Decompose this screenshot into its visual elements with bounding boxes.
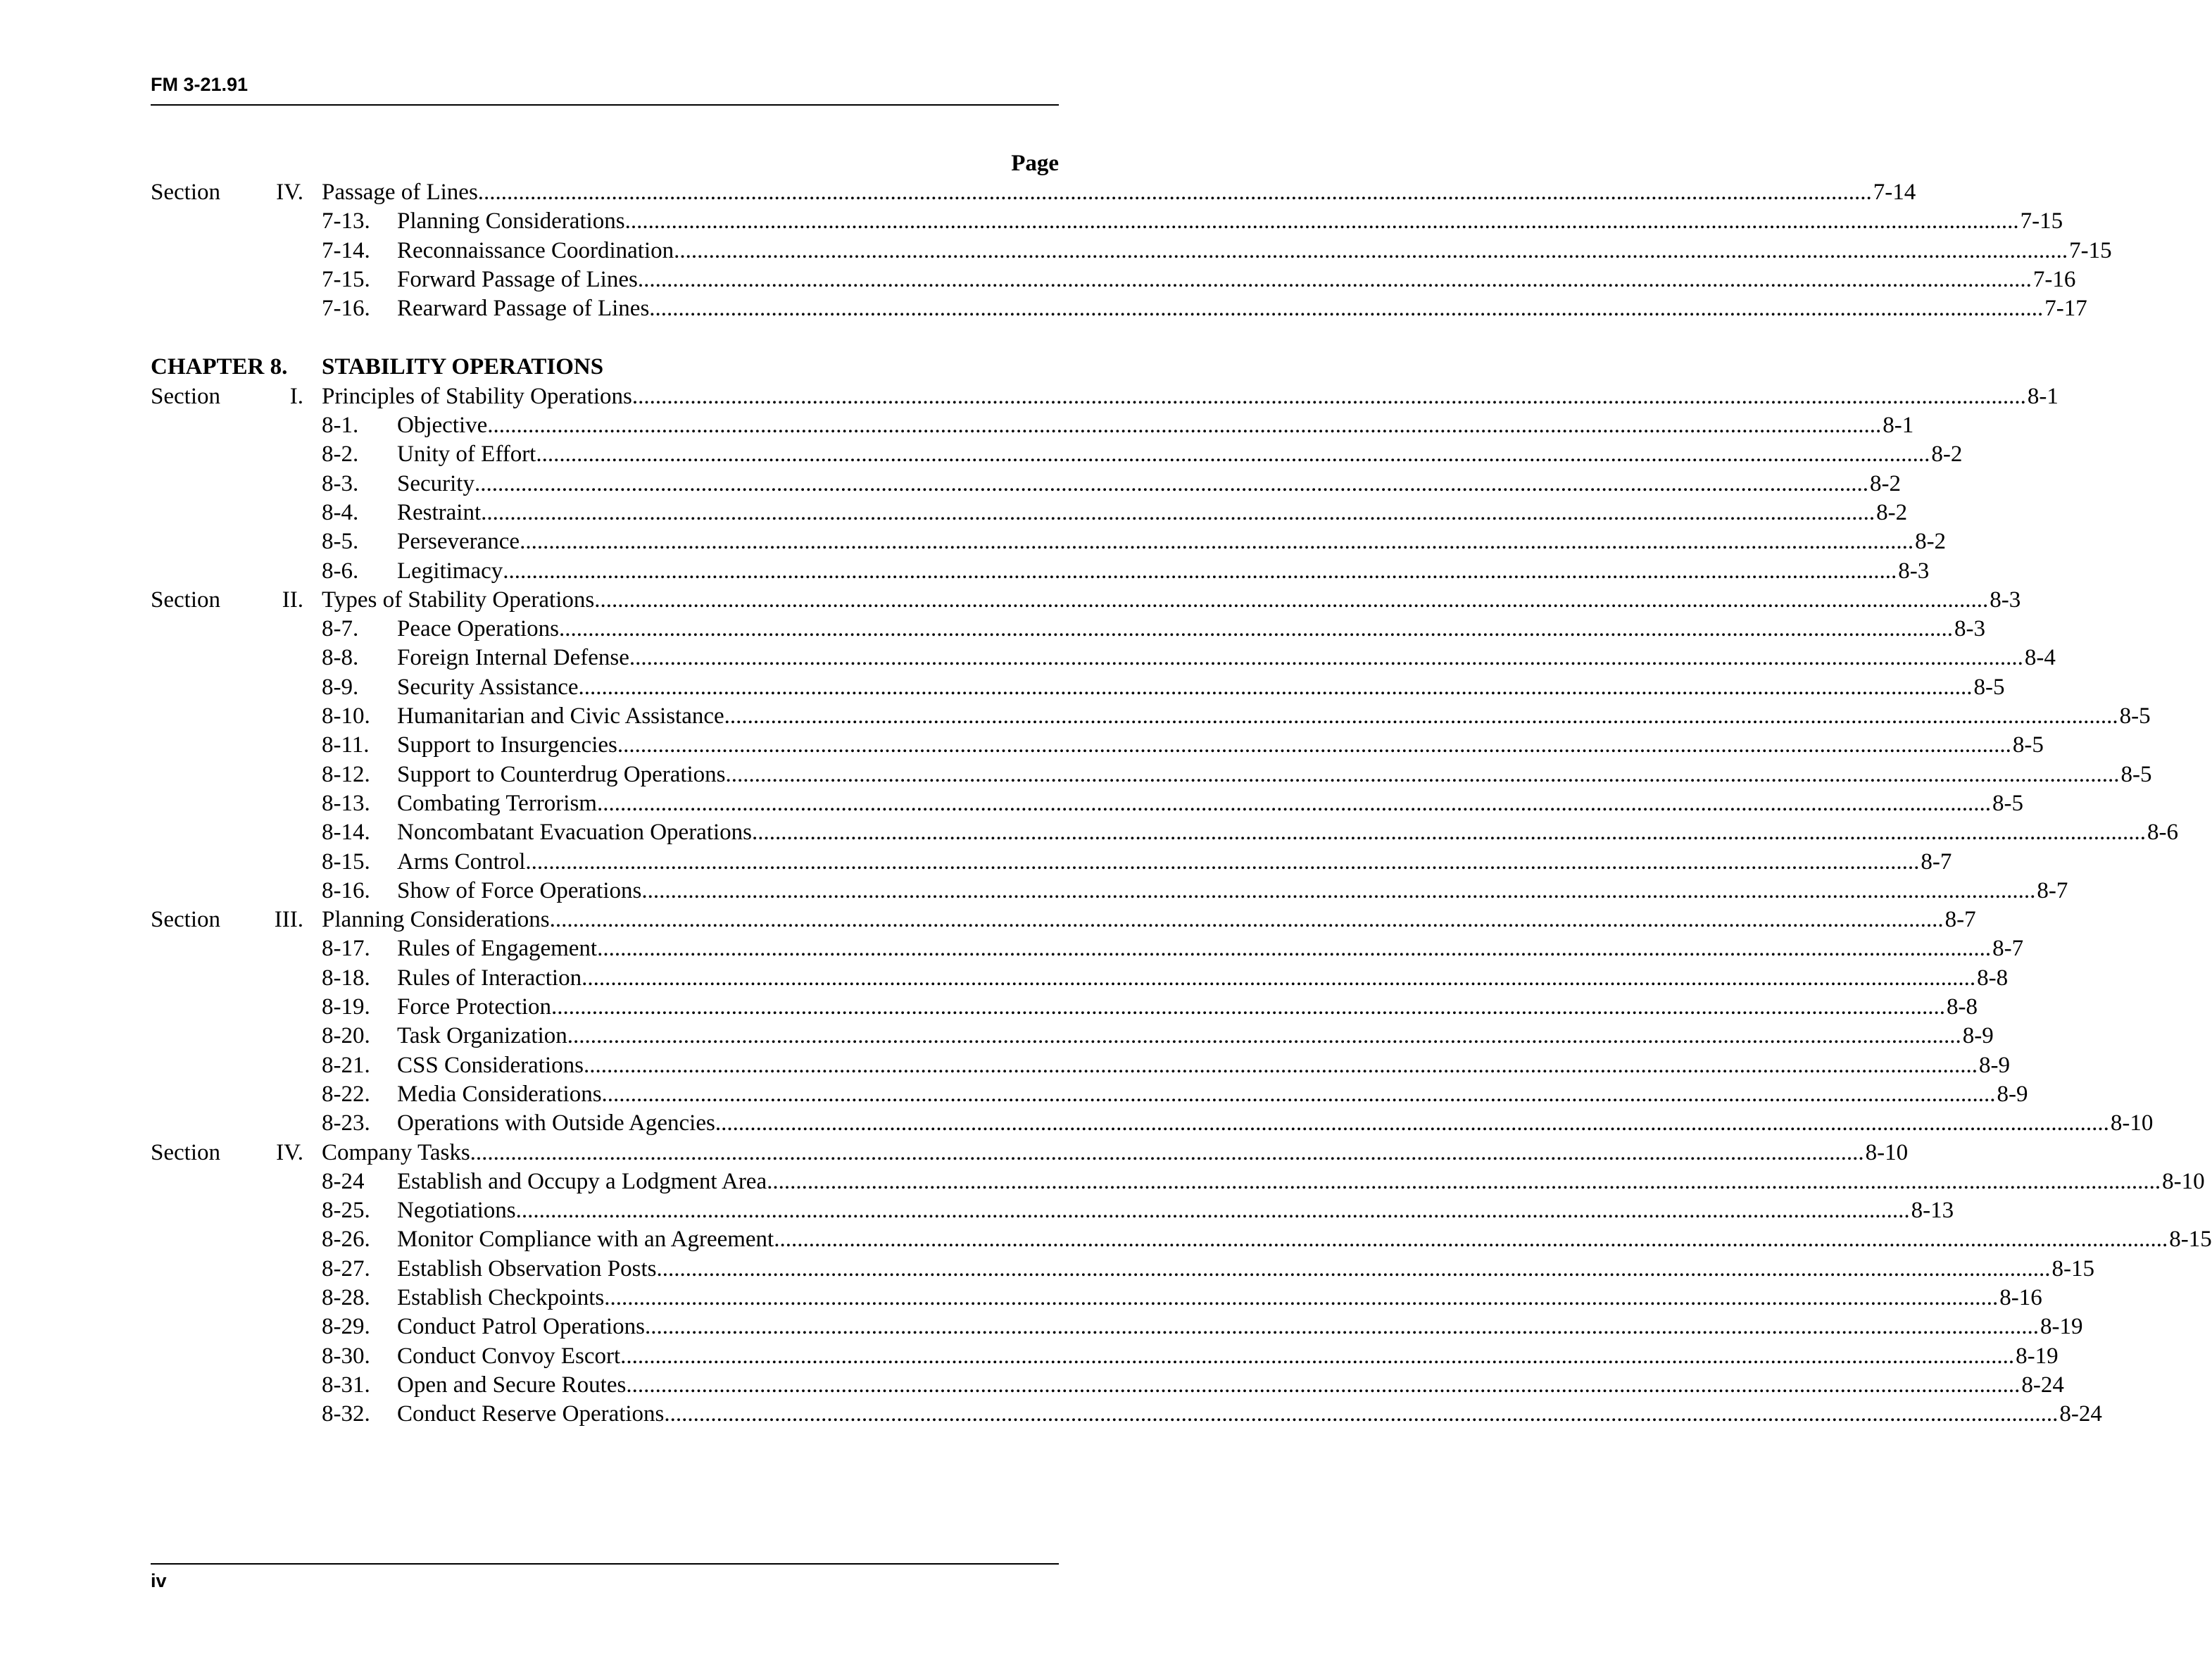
paragraph-number: 8-5. <box>322 529 359 555</box>
dot-leader: ................................................................................................................................................................................................................................................ <box>583 1052 1978 1078</box>
toc-entry-page: 8-7 <box>1944 906 1976 934</box>
toc-item-row <box>151 1342 2059 1371</box>
toc-entry-page: 8-10 <box>1864 1139 1909 1167</box>
toc-entry-page: 8-4 <box>2023 644 2056 672</box>
toc-item-row <box>151 818 2179 847</box>
dot-leader: ................................................................................................................................................................................................................................................ <box>624 208 2019 234</box>
toc-entry-line <box>397 964 2009 993</box>
header-rule <box>151 104 1059 106</box>
toc-entry-page: 8-3 <box>1897 557 1929 586</box>
toc-entry-page: 8-15 <box>2051 1255 2095 1284</box>
dot-leader: ................................................................................................................................................................................................................................................ <box>503 558 1897 584</box>
paragraph-number: 8-12. <box>322 761 370 787</box>
toc-entry-line <box>397 1109 2154 1138</box>
section-label: Section <box>151 180 220 205</box>
toc-item-row <box>151 1312 2083 1341</box>
toc-entry-page: 8-1 <box>2026 382 2059 411</box>
dot-leader: ................................................................................................................................................................................................................................................ <box>520 529 1914 555</box>
toc-entry-title: Reconnaissance Coordination <box>397 237 674 265</box>
toc-entry-title: Legitimacy <box>397 557 503 586</box>
toc-entry-title: Arms Control <box>397 848 525 877</box>
paragraph-number: 8-32. <box>322 1401 370 1427</box>
dot-leader: ................................................................................................................................................................................................................................................ <box>767 1168 2161 1194</box>
dot-leader: ................................................................................................................................................................................................................................................ <box>515 1198 1910 1224</box>
toc-entry-line <box>322 586 2021 615</box>
toc-entry-line <box>397 1371 2064 1400</box>
toc-section-row <box>151 906 1976 934</box>
toc-entry-page: 8-2 <box>1930 440 1962 469</box>
toc-entry-page: 8-8 <box>1945 993 1978 1022</box>
toc-item-row <box>151 294 2087 323</box>
toc-entry-line <box>322 382 2059 411</box>
toc-entry-title: Conduct Convoy Escort <box>397 1342 620 1371</box>
toc-entry-line <box>322 906 1976 934</box>
toc-entry-title: Objective <box>397 411 487 440</box>
dot-leader: ................................................................................................................................................................................................................................................ <box>644 1314 2039 1340</box>
toc-entry-title: Perseverance <box>397 527 520 556</box>
toc-item-row <box>151 877 2068 906</box>
dot-leader: ................................................................................................................................................................................................................................................ <box>637 266 2032 292</box>
toc-item-row <box>151 1051 2010 1080</box>
toc-entry-line <box>397 848 1952 877</box>
toc-entry-line <box>397 1196 1954 1225</box>
paragraph-number: 8-7. <box>322 616 359 642</box>
toc-entry-page: 8-3 <box>1988 586 2021 615</box>
toc-entry-line <box>397 1080 2028 1109</box>
paragraph-number: 8-11. <box>322 732 370 758</box>
toc-entry-title: Rules of Interaction <box>397 964 582 993</box>
paragraph-number: 8-15. <box>322 848 370 875</box>
section-roman-numeral: IV. <box>276 1139 303 1165</box>
footer-rule <box>151 1563 1059 1565</box>
dot-leader: ................................................................................................................................................................................................................................................ <box>559 616 1953 642</box>
toc-entry-title: Show of Force Operations <box>397 877 641 906</box>
dot-leader: ................................................................................................................................................................................................................................................ <box>551 994 1946 1020</box>
toc-entry-page: 7-16 <box>2032 265 2076 294</box>
toc-entry-title: Foreign Internal Defense <box>397 644 629 672</box>
dot-leader: ................................................................................................................................................................................................................................................ <box>481 499 1875 525</box>
toc-entry-title: Support to Insurgencies <box>397 731 617 760</box>
paragraph-number: 8-8. <box>322 645 359 671</box>
toc-entry-line <box>397 673 2005 702</box>
toc-entry-line <box>322 1139 1909 1167</box>
toc-entry-line <box>397 440 1963 469</box>
toc-entry-page: 8-5 <box>2118 702 2151 731</box>
toc-item-row <box>151 499 1908 527</box>
paragraph-number: 7-13. <box>322 208 370 234</box>
toc-item-row <box>151 527 1947 556</box>
dot-leader: ................................................................................................................................................................................................................................................ <box>620 1343 2015 1369</box>
toc-section-row <box>151 586 2021 615</box>
toc-entry-line <box>397 411 1914 440</box>
paragraph-number: 8-10. <box>322 703 370 729</box>
toc-entry-page: 8-8 <box>1975 964 2008 993</box>
toc-item-row <box>151 1400 2102 1429</box>
toc-item-row <box>151 615 1985 644</box>
toc-item-row <box>151 760 2152 789</box>
toc-item-row <box>151 411 1914 440</box>
dot-leader: ................................................................................................................................................................................................................................................ <box>724 703 2118 729</box>
paragraph-number: 8-30. <box>322 1343 370 1369</box>
toc-entry-page: 7-15 <box>2019 207 2063 236</box>
paragraph-number: 8-18. <box>322 965 370 991</box>
toc-entry-line <box>397 644 2056 672</box>
paragraph-number: 8-16. <box>322 877 370 903</box>
running-header: FM 3-21.91 <box>151 74 249 95</box>
toc-entry-page: 8-15 <box>2168 1225 2212 1254</box>
paragraph-number: 8-28. <box>322 1284 370 1310</box>
toc-item-row <box>151 1225 2212 1254</box>
toc-entry-page: 8-9 <box>1996 1080 2028 1109</box>
toc-entry-title: Rules of Engagement <box>397 934 597 963</box>
toc-entry-page: 8-7 <box>1919 848 1952 877</box>
toc-item-row <box>151 1022 1994 1051</box>
toc-entry-page: 8-10 <box>2109 1109 2154 1138</box>
toc-entry-title: Humanitarian and Civic Assistance <box>397 702 724 731</box>
toc-entry-title: Company Tasks <box>322 1139 470 1167</box>
toc-entry-page: 8-9 <box>1978 1051 2010 1080</box>
toc-entry-page: 8-5 <box>1973 673 2005 702</box>
toc-item-row <box>151 1284 2042 1312</box>
paragraph-number: 8-27. <box>322 1255 370 1282</box>
toc-entry-title: Restraint <box>397 499 481 527</box>
paragraph-number: 8-22. <box>322 1081 370 1107</box>
toc-entry-page: 8-10 <box>2161 1167 2205 1196</box>
section-roman-numeral: IV. <box>276 180 303 205</box>
toc-item-row <box>151 1255 2094 1284</box>
section-label: Section <box>151 907 220 933</box>
section-label: Section <box>151 587 220 613</box>
toc-item-row <box>151 731 2044 760</box>
dot-leader: ................................................................................................................................................................................................................................................ <box>626 1372 2021 1398</box>
toc-entry-line <box>397 1284 2042 1312</box>
section-roman-numeral: II. <box>282 587 303 613</box>
toc-item-row <box>151 1167 2205 1196</box>
toc-entry-page: 8-6 <box>2146 818 2178 847</box>
dot-leader: ................................................................................................................................................................................................................................................ <box>477 180 1872 205</box>
paragraph-number: 8-31. <box>322 1372 370 1398</box>
toc-entry-title: Planning Considerations <box>397 207 625 236</box>
toc-entry-line <box>397 557 1930 586</box>
toc-entry-title: Combating Terrorism <box>397 789 597 818</box>
toc-entry-title: Principles of Stability Operations <box>322 382 632 411</box>
toc-entry-title: Operations with Outside Agencies <box>397 1109 715 1138</box>
section-roman-numeral: I. <box>289 383 303 409</box>
toc-entry-title: Noncombatant Evacuation Operations <box>397 818 752 847</box>
dot-leader: ................................................................................................................................................................................................................................................ <box>752 820 2147 846</box>
dot-leader: ................................................................................................................................................................................................................................................ <box>715 1110 2109 1136</box>
paragraph-number: 8-21. <box>322 1052 370 1078</box>
paragraph-number: 7-14. <box>322 237 370 263</box>
toc-entry-line <box>397 1400 2102 1429</box>
dot-leader: ................................................................................................................................................................................................................................................ <box>774 1227 2168 1253</box>
dot-leader: ................................................................................................................................................................................................................................................ <box>474 470 1868 496</box>
page-column-heading: Page <box>1011 151 1059 176</box>
toc-entry-title: CSS Considerations <box>397 1051 584 1080</box>
toc-entry-page: 8-7 <box>1991 934 2023 963</box>
toc-entry-line <box>397 470 1901 499</box>
toc-entry-line <box>397 265 2076 294</box>
toc-item-row <box>151 789 2023 818</box>
toc-entry-page: 7-14 <box>1872 178 1916 207</box>
dot-leader: ................................................................................................................................................................................................................................................ <box>470 1139 1864 1165</box>
paragraph-number: 8-13. <box>322 790 370 816</box>
toc-section-row <box>151 1139 1909 1167</box>
toc-item-row <box>151 207 2063 236</box>
toc-item-row <box>151 557 1930 586</box>
toc-entry-title: Establish Checkpoints <box>397 1284 604 1312</box>
toc-entry-page: 8-5 <box>2120 760 2152 789</box>
toc-entry-line <box>397 993 1978 1022</box>
dot-leader: ................................................................................................................................................................................................................................................ <box>629 645 2023 671</box>
dot-leader: ................................................................................................................................................................................................................................................ <box>597 936 1992 962</box>
dot-leader: ................................................................................................................................................................................................................................................ <box>725 761 2120 787</box>
section-roman-numeral: III. <box>274 907 303 933</box>
toc-item-row <box>151 1080 2028 1109</box>
chapter-title: STABILITY OPERATIONS <box>322 354 604 380</box>
dot-leader: ................................................................................................................................................................................................................................................ <box>487 413 1882 439</box>
toc-entry-title: Support to Counterdrug Operations <box>397 760 726 789</box>
toc-item-row <box>151 644 2056 672</box>
toc-entry-title: Negotiations <box>397 1196 516 1225</box>
toc-item-row <box>151 848 1952 877</box>
toc-entry-title: Conduct Patrol Operations <box>397 1312 645 1341</box>
toc-entry-line <box>397 1022 1994 1051</box>
paragraph-number: 8-19. <box>322 994 370 1020</box>
toc-spacer <box>151 323 1059 353</box>
toc-entry-title: Security <box>397 470 475 499</box>
toc-entry-line <box>397 1342 2059 1371</box>
toc-entry-line <box>397 760 2152 789</box>
toc-item-row <box>151 440 1963 469</box>
dot-leader: ................................................................................................................................................................................................................................................ <box>601 1081 1996 1107</box>
toc-entry-title: Establish and Occupy a Lodgment Area <box>397 1167 767 1196</box>
toc-entry-title: Open and Secure Routes <box>397 1371 626 1400</box>
toc-entry-line <box>397 615 1985 644</box>
dot-leader: ................................................................................................................................................................................................................................................ <box>604 1284 1999 1310</box>
paragraph-number: 8-23. <box>322 1110 370 1136</box>
toc-entry-title: Peace Operations <box>397 615 559 644</box>
toc-entry-page: 7-15 <box>2068 237 2112 265</box>
paragraph-number: 7-15. <box>322 266 370 292</box>
toc-section-row <box>151 382 2059 411</box>
toc-chapter-heading <box>151 353 1059 382</box>
toc-entry-line <box>397 702 2151 731</box>
toc-entry-page: 8-5 <box>2011 731 2044 760</box>
toc-entry-title: Rearward Passage of Lines <box>397 294 649 323</box>
paragraph-number: 8-9. <box>322 674 359 700</box>
dot-leader: ................................................................................................................................................................................................................................................ <box>656 1255 2051 1282</box>
table-of-contents <box>151 149 2212 1429</box>
toc-section-row <box>151 178 1916 207</box>
toc-entry-title: Types of Stability Operations <box>322 586 594 615</box>
paragraph-number: 8-14. <box>322 820 370 846</box>
toc-item-row <box>151 470 1901 499</box>
toc-item-row <box>151 673 2005 702</box>
toc-entry-line <box>397 1051 2010 1080</box>
toc-entry-page: 8-2 <box>1913 527 1946 556</box>
toc-entry-title: Forward Passage of Lines <box>397 265 638 294</box>
dot-leader: ................................................................................................................................................................................................................................................ <box>674 237 2068 263</box>
toc-item-row <box>151 237 2112 265</box>
paragraph-number: 7-16. <box>322 296 370 322</box>
paragraph-number: 8-3. <box>322 470 359 496</box>
toc-entry-page: 8-16 <box>1998 1284 2042 1312</box>
dot-leader: ................................................................................................................................................................................................................................................ <box>549 907 1944 933</box>
toc-entry-page: 8-19 <box>2039 1312 2083 1341</box>
dot-leader: ................................................................................................................................................................................................................................................ <box>594 587 1989 613</box>
paragraph-number: 8-2. <box>322 441 359 468</box>
dot-leader: ................................................................................................................................................................................................................................................ <box>525 848 1920 875</box>
toc-entry-page: 8-24 <box>2020 1371 2064 1400</box>
toc-entry-page: 8-1 <box>1881 411 1913 440</box>
toc-entry-line <box>397 1255 2094 1284</box>
paragraph-number: 8-24 <box>322 1168 365 1194</box>
toc-entry-title: Monitor Compliance with an Agreement <box>397 1225 774 1254</box>
toc-entry-line <box>322 178 1916 207</box>
toc-item-row <box>151 1371 2064 1400</box>
toc-entry-line <box>397 237 2112 265</box>
dot-leader: ................................................................................................................................................................................................................................................ <box>596 790 1991 816</box>
toc-entry-line <box>397 499 1908 527</box>
dot-leader: ................................................................................................................................................................................................................................................ <box>649 296 2044 322</box>
toc-entry-page: 8-3 <box>1953 615 1985 644</box>
toc-item-row <box>151 934 2024 963</box>
toc-entry-page: 8-2 <box>1875 499 1907 527</box>
toc-entry-title: Unity of Effort <box>397 440 536 469</box>
toc-entry-page: 8-13 <box>1910 1196 1954 1225</box>
toc-item-row <box>151 702 2151 731</box>
toc-entry-title: Media Considerations <box>397 1080 602 1109</box>
toc-entry-line <box>397 818 2179 847</box>
toc-item-row <box>151 993 1978 1022</box>
paragraph-number: 8-25. <box>322 1198 370 1224</box>
toc-entry-line <box>397 934 2024 963</box>
toc-item-row <box>151 1109 2154 1138</box>
toc-entry-line <box>397 1225 2212 1254</box>
dot-leader: ................................................................................................................................................................................................................................................ <box>578 674 1973 700</box>
toc-entry-line <box>397 1167 2205 1196</box>
toc-entry-page: 8-9 <box>1961 1022 1994 1051</box>
dot-leader: ................................................................................................................................................................................................................................................ <box>567 1023 1961 1049</box>
dot-leader: ................................................................................................................................................................................................................................................ <box>617 732 2011 758</box>
toc-entry-title: Planning Considerations <box>322 906 550 934</box>
toc-entry-line <box>397 1312 2083 1341</box>
toc-entry-page: 8-19 <box>2014 1342 2059 1371</box>
paragraph-number: 8-29. <box>322 1314 370 1340</box>
toc-entry-title: Security Assistance <box>397 673 579 702</box>
toc-entry-line <box>397 207 2063 236</box>
paragraph-number: 8-1. <box>322 413 359 439</box>
toc-entry-line <box>397 789 2023 818</box>
toc-item-row <box>151 1196 1954 1225</box>
paragraph-number: 8-17. <box>322 936 370 962</box>
paragraph-number: 8-6. <box>322 558 359 584</box>
toc-entry-line <box>397 877 2068 906</box>
section-label: Section <box>151 383 220 409</box>
dot-leader: ................................................................................................................................................................................................................................................ <box>536 441 1930 468</box>
dot-leader: ................................................................................................................................................................................................................................................ <box>664 1401 2059 1427</box>
toc-entry-title: Task Organization <box>397 1022 567 1051</box>
dot-leader: ................................................................................................................................................................................................................................................ <box>631 383 2026 409</box>
chapter-label: CHAPTER 8. <box>151 354 288 380</box>
paragraph-number: 8-4. <box>322 499 359 525</box>
dot-leader: ................................................................................................................................................................................................................................................ <box>582 965 1976 991</box>
toc-item-row <box>151 265 2076 294</box>
toc-entry-page: 8-24 <box>2058 1400 2102 1429</box>
dot-leader: ................................................................................................................................................................................................................................................ <box>641 877 2036 903</box>
toc-entry-page: 8-7 <box>2035 877 2068 906</box>
toc-entry-page: 7-17 <box>2043 294 2087 323</box>
toc-item-row <box>151 964 2009 993</box>
toc-entry-line <box>397 294 2087 323</box>
paragraph-number: 8-26. <box>322 1227 370 1253</box>
toc-entry-line <box>397 527 1947 556</box>
section-label: Section <box>151 1139 220 1165</box>
toc-entry-title: Establish Observation Posts <box>397 1255 657 1284</box>
toc-entry-title: Conduct Reserve Operations <box>397 1400 664 1429</box>
toc-entry-page: 8-2 <box>1868 470 1901 499</box>
page-number: iv <box>151 1570 167 1591</box>
paragraph-number: 8-20. <box>322 1023 370 1049</box>
toc-entry-line <box>397 731 2044 760</box>
toc-entry-title: Force Protection <box>397 993 551 1022</box>
toc-entry-title: Passage of Lines <box>322 178 478 207</box>
toc-entry-page: 8-5 <box>1991 789 2023 818</box>
